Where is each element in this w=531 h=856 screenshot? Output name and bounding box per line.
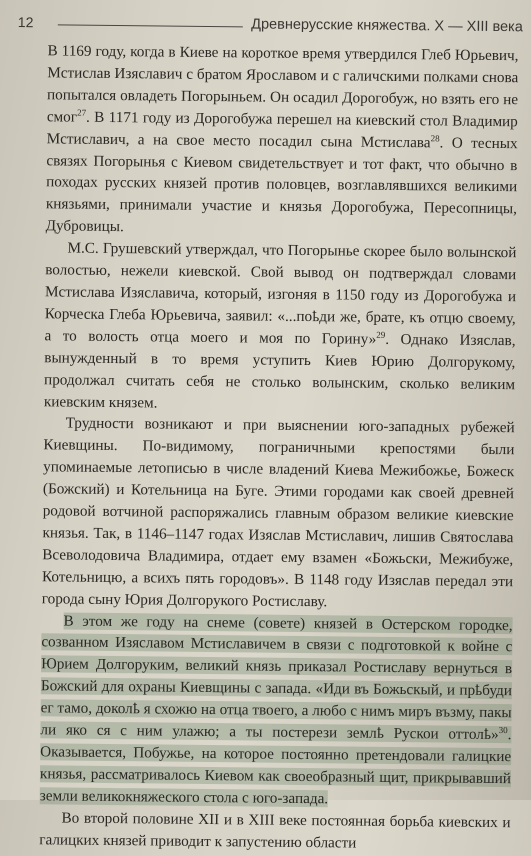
footnote-ref: 29 xyxy=(376,329,386,340)
page-header xyxy=(18,8,523,35)
page-number: 12 xyxy=(17,13,34,31)
footnote-ref: 28 xyxy=(430,132,440,143)
text-run: . О тесных связях Погорынья с Киевом свидетельствует и тот факт, что обычно в походах русских князей против половцев, возглавлявшихся великими князьями, принимали участие и князья Дорогобужа, Пересопницы, Дубровицы. xyxy=(45,134,518,236)
text-run: Во второй половине XII и в XIII веке постоянная борьба киевских и галицких князей приводит к запустению области xyxy=(39,809,511,852)
text-run: М.С. Грушевский утверждал, что Погорынье скорее было волынской волостью, нежели киевской. Свой вывод он подтверждал словами Мстислава Изяславича, который, изгоняя в 1150 году из Дорогобужа и Корческа Глеба Юрьевича, заявил: «...поҍди же, брате, къ отцю своему, а то волость отца моего и моя по Горину» xyxy=(44,239,517,348)
text-run: В этом же году на снеме (совете) князей в Остерском городке, созванном Изяславом Мстиславичем в связи с подготовкой к войне с Юрием Долгоруким, великий князь приказал Ростиславу вернуться в Божский для охраны Киевщины с запада. «Иди въ Божьскый, и прҍбуди ег тамо, доколҍ я схожю на отца твоего, а любо с нимъ миръ възму, пакы ли яко ся с ним улажю; а ты постерези землҍ Рускои оттолҍ» xyxy=(40,612,513,744)
header-rule xyxy=(58,24,243,27)
paragraph xyxy=(42,413,515,615)
footnote-ref: 30 xyxy=(498,725,508,736)
text-run: . Однако Изяслав, вынужденный в то время уступить Киев Юрию Долгорукому, продолжал считать себя не столько волынским, сколько великим киевским князем. xyxy=(43,330,516,411)
footnote-ref: 27 xyxy=(77,107,87,118)
book-page xyxy=(10,8,523,852)
text-run: . Оказывается, Побужье, на которое постоянно претендовали галицкие князья, рассматривалось Киевом как своеобразный щит, прикрывавший земли великокняжеского стола с юго-запада. xyxy=(39,726,512,808)
highlighted-passage xyxy=(40,612,513,807)
text-run: . В 1171 году из Дорогобужа перешел на киевский стол Владимир Мстиславич, а на свое место посадил сына Мстислава xyxy=(46,108,518,151)
paragraph xyxy=(44,237,517,417)
text-run: Трудности возникают и при выяснении юго-западных рубежей Киевщины. По-видимому, пограничными крепостями были упоминаемые летописью в числе владений Киева Межибожье, Божеск (Божский) и Котельница на Буге. Этими городами как своей древней родовой вотчиной распоряжались главным образом великие киевские князья. Так, в 1146–1147 годах Изяслав Мстиславич, лишив Святослава Всеволодовича Владимира, отдает ему взамен «Божьски, Межибуже, Котельницю, а всихъ пять городовъ». В 1148 году Изяслав передал эти города сыну Юрия Долгорукого Ростиславу. xyxy=(41,414,515,610)
running-title: Древнерусские княжества. X — XIII века xyxy=(251,16,523,36)
paragraph xyxy=(40,610,513,812)
paragraph xyxy=(46,40,519,242)
text-run: В 1169 году, когда в Киеве на короткое время утвердился Глеб Юрьевич, Мстислав Изяславич с братом Ярославом и с галичскими полками снова попытался овладеть Погорыньем. Он осадил Дорогобуж, но взять его не смог xyxy=(46,42,519,126)
body-text xyxy=(9,40,522,856)
paragraph xyxy=(39,807,510,856)
